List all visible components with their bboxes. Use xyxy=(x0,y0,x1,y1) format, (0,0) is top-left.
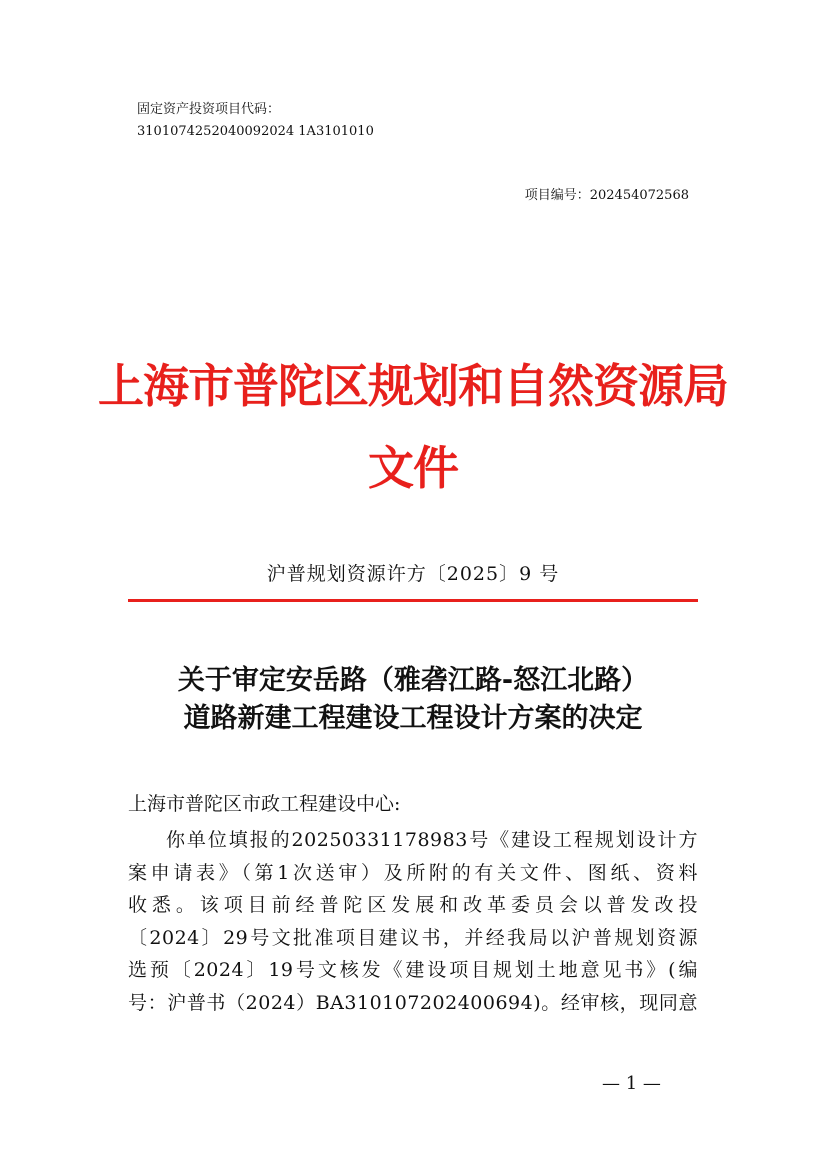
document-number: 沪普规划资源许方〔2025〕9 号 xyxy=(266,563,560,585)
red-divider xyxy=(128,599,698,602)
agency-name: 上海市普陀区规划和自然资源局 xyxy=(98,359,728,413)
page-number: — 1 — xyxy=(602,1073,661,1094)
addressee: 上海市普陀区市政工程建设中心: xyxy=(128,793,401,815)
body-line: 你单位填报的20250331178983号《建设工程规划设计方 xyxy=(166,829,698,851)
body-line: 案申请表》（第1次送审）及所附的有关文件、图纸、资料 xyxy=(128,861,698,884)
document-title-line-2: 道路新建工程建设工程设计方案的决定 xyxy=(183,703,643,734)
body-line: 号：沪普书（2024）BA310107202400694)。经审核，现同意 xyxy=(128,991,698,1014)
body-line: 选预〔2024〕19号文核发《建设项目规划土地意见书》(编 xyxy=(128,959,698,981)
body-paragraph xyxy=(128,824,698,1019)
body-line: 〔2024〕29号文批准项目建议书，并经我局以沪普规划资源 xyxy=(128,926,698,949)
document-title-line-1: 关于审定安岳路（雅砻江路-怒江北路） xyxy=(177,665,649,696)
project-code-value: 3101074252040092024 1A3101010 xyxy=(137,124,374,139)
body-line: 收悉。该项目前经普陀区发展和改革委员会以普发改投 xyxy=(128,894,698,916)
project-number: 项目编号：202454072568 xyxy=(524,188,689,203)
agency-document-label: 文件 xyxy=(368,441,458,495)
project-code-label: 固定资产投资项目代码： xyxy=(137,102,281,117)
